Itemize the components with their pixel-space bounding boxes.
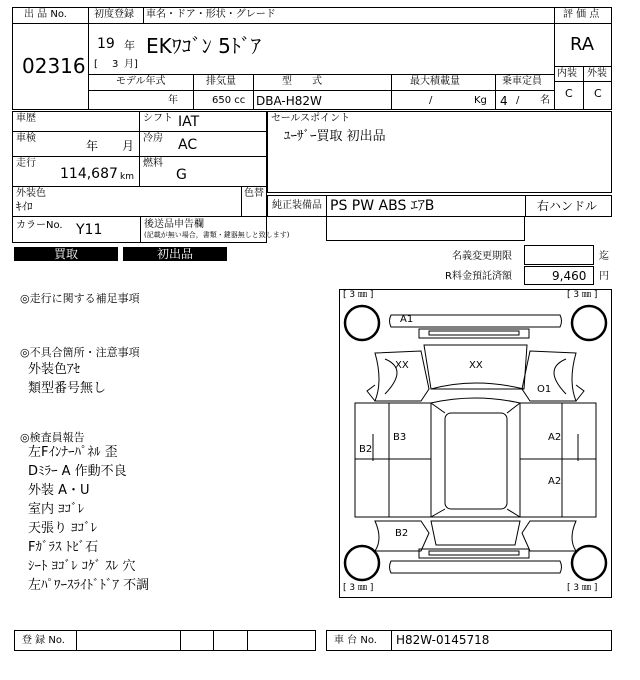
ac-label: 冷房	[143, 133, 163, 144]
right-mirror	[576, 385, 584, 401]
divider	[180, 630, 181, 651]
divider	[326, 195, 327, 217]
month-unit: 月]	[124, 59, 138, 70]
left-rear-door	[389, 459, 431, 517]
divider	[12, 23, 88, 24]
rear-hatch	[431, 521, 520, 545]
exterior-grade-label: 外装	[587, 68, 607, 79]
inspector-item: 左Fｲﾝﾅｰﾊﾟﾈﾙ 歪	[28, 445, 118, 460]
displacement-label: 排気量	[206, 76, 236, 87]
rear-panel-inner	[429, 551, 519, 555]
tire-depth-front-right: [ 3 ㎜ ]	[567, 290, 598, 300]
year-unit: 年	[124, 39, 135, 52]
divider	[391, 74, 392, 110]
equipment-value: PS PW ABS ｴｱB	[330, 198, 435, 214]
interior-grade: C	[565, 87, 573, 100]
displacement-value: 650 cc	[212, 95, 246, 106]
grade-label: 評 価 点	[563, 9, 600, 20]
tire-depth-rear-right: [ 3 ㎜ ]	[567, 583, 598, 593]
aftermarket-note: (記載が無い場合，書類・鍵器無しと致します)	[144, 231, 290, 239]
capacity-value: 4	[500, 94, 508, 108]
fuel-value: G	[176, 167, 187, 183]
left-side-body	[355, 403, 389, 517]
inspection-label: 車検	[16, 133, 36, 144]
car-name: EKﾜｺﾞﾝ 5ﾄﾞｱ	[146, 34, 261, 58]
inspector-item: Fｶﾞﾗｽ ﾄﾋﾞ石	[28, 540, 99, 555]
capacity-unit: 名	[540, 95, 550, 106]
right-front-door	[520, 403, 562, 459]
damage-mark: B2	[395, 528, 409, 539]
shift-label: シフト	[143, 113, 173, 124]
roof	[445, 413, 507, 509]
tire-depth-front-left: [ 3 ㎜ ]	[343, 290, 374, 300]
month-bracket: [	[94, 59, 98, 70]
damage-diagram	[339, 289, 612, 598]
divider	[583, 66, 584, 110]
damage-mark: A2	[548, 432, 562, 443]
inspector-item: 左ﾊﾟﾜｰｽﾗｲﾄﾞﾄﾞｱ 不調	[28, 578, 150, 593]
recycle-fee-unit: 円	[599, 271, 609, 282]
divider	[554, 23, 612, 24]
divider	[391, 630, 392, 651]
rear-panel	[419, 549, 529, 558]
handle-position: 右ハンドル	[537, 199, 598, 213]
tire-depth-rear-left: [ 3 ㎜ ]	[343, 583, 374, 593]
tire-icon	[572, 546, 606, 580]
max-load-unit: Kg	[474, 95, 487, 106]
defect-item: 類型番号無し	[28, 381, 107, 396]
type-label: 型 式	[282, 76, 322, 87]
divider	[88, 23, 554, 24]
divider	[213, 630, 214, 651]
damage-mark: A2	[548, 476, 562, 487]
color-no-value: Y11	[76, 222, 103, 238]
damage-mark: XX	[469, 360, 483, 371]
inspector-item: ｼｰﾄ ﾖｺﾞﾚ ｺｹﾞ ｽﾚ 穴	[28, 559, 136, 574]
divider	[495, 74, 496, 110]
divider	[241, 186, 242, 216]
divider	[12, 156, 267, 157]
damage-mark: A1	[400, 314, 414, 325]
tire-icon	[345, 546, 379, 580]
left-mirror	[367, 385, 375, 401]
lot-no-label: 出 品 No.	[24, 9, 67, 20]
defect-item: 外装色ｱｾ	[28, 362, 81, 377]
color-change-label: 色替	[244, 188, 264, 199]
divider	[88, 74, 554, 75]
divider	[247, 630, 248, 651]
divider	[12, 131, 267, 132]
exterior-color-value: ｷｲﾛ	[16, 200, 33, 213]
inspection-month-unit: 月	[122, 139, 135, 153]
inspection-year-unit: 年	[86, 139, 99, 153]
blank-cell	[326, 217, 525, 241]
max-load-value: /	[429, 95, 433, 106]
evaluation-grade: RA	[570, 34, 595, 55]
aftermarket-label: 後送品申告欄	[144, 219, 204, 230]
tire-icon	[345, 306, 379, 340]
model-code: DBA-H82W	[256, 94, 322, 108]
divider	[525, 195, 526, 217]
right-wheel-arch	[554, 359, 566, 394]
right-rear-fender	[522, 521, 576, 551]
rear-bumper	[390, 561, 562, 573]
first-listing-badge: 初出品	[123, 247, 227, 261]
inspector-item: 外装 A・U	[28, 483, 90, 498]
left-front-door	[389, 403, 431, 459]
mileage-label: 走行	[16, 158, 36, 169]
divider	[88, 90, 554, 91]
inspector-item: 天張り ﾖｺﾞﾚ	[28, 521, 98, 536]
name-change-field	[524, 245, 594, 265]
exterior-grade: C	[594, 87, 602, 100]
fuel-label: 燃料	[143, 158, 163, 169]
color-no-label: カラーNo.	[16, 220, 63, 231]
registration-month: 3	[112, 59, 119, 70]
car-outline	[339, 289, 612, 598]
car-name-label: 車名・ドア・形状・グレード	[146, 9, 276, 20]
divider	[253, 74, 254, 110]
buy-badge: 買取	[14, 247, 118, 261]
windshield-line	[431, 383, 524, 389]
mileage-value: 114,687	[60, 166, 118, 182]
exterior-color-label: 外装色	[16, 188, 46, 199]
inspector-title: ◎検査員報告	[20, 431, 85, 444]
name-change-label: 名義変更期限	[452, 251, 512, 262]
divider	[140, 216, 141, 243]
registration-year: 19	[97, 36, 115, 52]
mileage-unit: km	[120, 172, 134, 182]
first-registration-label: 初度登録	[94, 9, 134, 20]
right-side-body	[562, 403, 596, 517]
name-change-unit: 迄	[599, 251, 609, 262]
divider	[139, 111, 140, 186]
grille	[419, 329, 529, 338]
recycle-fee-label: R料金預託済額	[445, 271, 512, 282]
chassis-no-value: H82W-0145718	[396, 633, 490, 647]
model-year-label: モデル年式	[116, 76, 166, 87]
capacity-separator: /	[516, 95, 520, 106]
damage-mark: B2	[359, 444, 373, 455]
ac-value: AC	[178, 137, 198, 153]
damage-mark: XX	[395, 360, 409, 371]
driving-remarks-title: ◎走行に関する補足事項	[20, 292, 140, 305]
history-label: 車歴	[16, 113, 36, 124]
left-front-fender	[375, 351, 429, 401]
tire-icon	[572, 306, 606, 340]
inspector-item: 室内 ﾖｺﾞﾚ	[28, 502, 85, 517]
grille-inner	[429, 331, 519, 335]
max-load-label: 最大積載量	[410, 76, 460, 87]
divider	[76, 630, 77, 651]
divider	[12, 186, 267, 187]
defects-title: ◎不具合箇所・注意事項	[20, 346, 140, 359]
chassis-no-label: 車 台 No.	[334, 635, 377, 646]
sales-point-text: ﾕｰｻﾞｰ買取 初出品	[284, 129, 386, 144]
recycle-fee-value: 9,460	[552, 269, 587, 283]
equipment-label: 純正装備品	[272, 200, 322, 211]
capacity-label: 乗車定員	[502, 76, 542, 87]
lot-number: 02316	[22, 54, 86, 78]
model-year-unit: 年	[168, 95, 178, 106]
sales-point-label: セールスポイント	[271, 113, 351, 124]
right-rear-door	[520, 459, 562, 517]
front-bumper	[390, 315, 562, 327]
inspector-item: Dﾐﾗｰ A 作動不良	[28, 464, 127, 479]
damage-mark: B3	[393, 432, 407, 443]
registration-no-label: 登 録 No.	[22, 635, 65, 646]
divider	[193, 74, 194, 110]
shift-value: IAT	[178, 114, 200, 130]
interior-grade-label: 内装	[557, 68, 577, 79]
divider	[143, 7, 144, 23]
damage-mark: O1	[537, 384, 552, 395]
